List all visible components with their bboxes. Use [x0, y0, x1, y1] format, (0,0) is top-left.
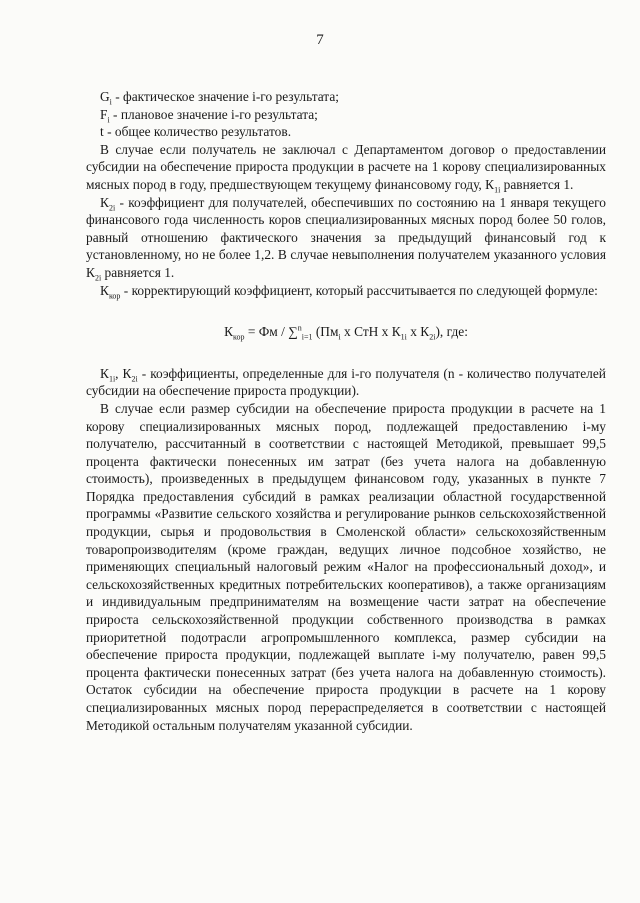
paragraph-k1k2-def: $К_{1i}$, $К_{2i}$ - коэффициенты, определенные для i-го получателя (n - количество получателей субсидии на обеспечение прироста продукции).: [86, 365, 606, 399]
page-number: 7: [316, 32, 324, 48]
paragraph-redistribution: В случае если размер субсидии на обеспечение прироста продукции в расчете на 1 корову специализированных мясных пород, подлежащей предоставлению i-му получателю, рассчитанный в соответствии с настоящей Методикой, превышает 99,5 процента фактически понесенных им затрат (без учета налога на добавленную стоимость), произведенных в предыдущем финансовом году, указанных в пункте 7 Порядка предоставления субсидий в рамках реализации областной государственной программы «Развитие сельского хозяйства и регулирование рынков сельскохозяйственной продукции, сырья и продовольствия в Смоленской области» сельскохозяйственным товаропроизводителям (кроме граждан, ведущих личное подсобное хозяйство, не применяющих специальный налоговый режим «Налог на профессиональный доход», и сельскохозяйственных кредитных потребительских кооперативов), а также организациям и индивидуальным предпринимателям на возмещение части затрат на обеспечение прироста сельскохозяйственной продукции собственного производства в рамках приоритетной подотрасли агропромышленного комплекса, размер субсидии на обеспечение прироста продукции, подлежащей выплате i-му получателю, равен 99,5 процента фактически понесенных затрат (без учета налога на добавленную стоимость). Остаток субсидии на обеспечение прироста продукции в расчете на 1 корову специализированных мясных пород перераспределяется в соответствии с настоящей Методикой остальным получателям указанной субсидии.: [86, 400, 606, 733]
paragraph-k1-case: В случае если получатель не заключал с Департаментом договор о предоставлении субсидии на обеспечение прироста продукции в расчете на 1 корову специализированных мясных пород в году, предшествующем текущему финансовому году, $К_{1i}$ равняется 1.: [86, 141, 606, 195]
paragraph-kkor-def: $К_{кор}$ - корректирующий коэффициент, который рассчитывается по следующей формуле:: [100, 282, 598, 301]
paragraph-t-def: t - общее количество результатов.: [100, 124, 292, 140]
paragraph-fi-def: $F_i$ - плановое значение i-го результата;: [100, 106, 318, 125]
paragraph-formula: $К_{кор}$ = Фм / ∑$^n_{i=1}$ ($Пм_i$ х СтН х $К_{1i}$ х $К_{2i}$), где:: [224, 323, 468, 342]
paragraph-k2-def: $К_{2i}$ - коэффициент для получателей, обеспечивших по состоянию на 1 января текущего финансового года численность коров специализированных мясных пород более 50 голов, равный отношению фактического значения за предыдущий финансовый год к установленному, но не более 1,2. В случае невыполнения получателем указанного условия $К_{2i}$ равняется 1.: [86, 194, 606, 283]
document-body: [86, 88, 606, 734]
paragraph-gi-def: $G_i$ - фактическое значение i-го результата;: [100, 89, 339, 107]
